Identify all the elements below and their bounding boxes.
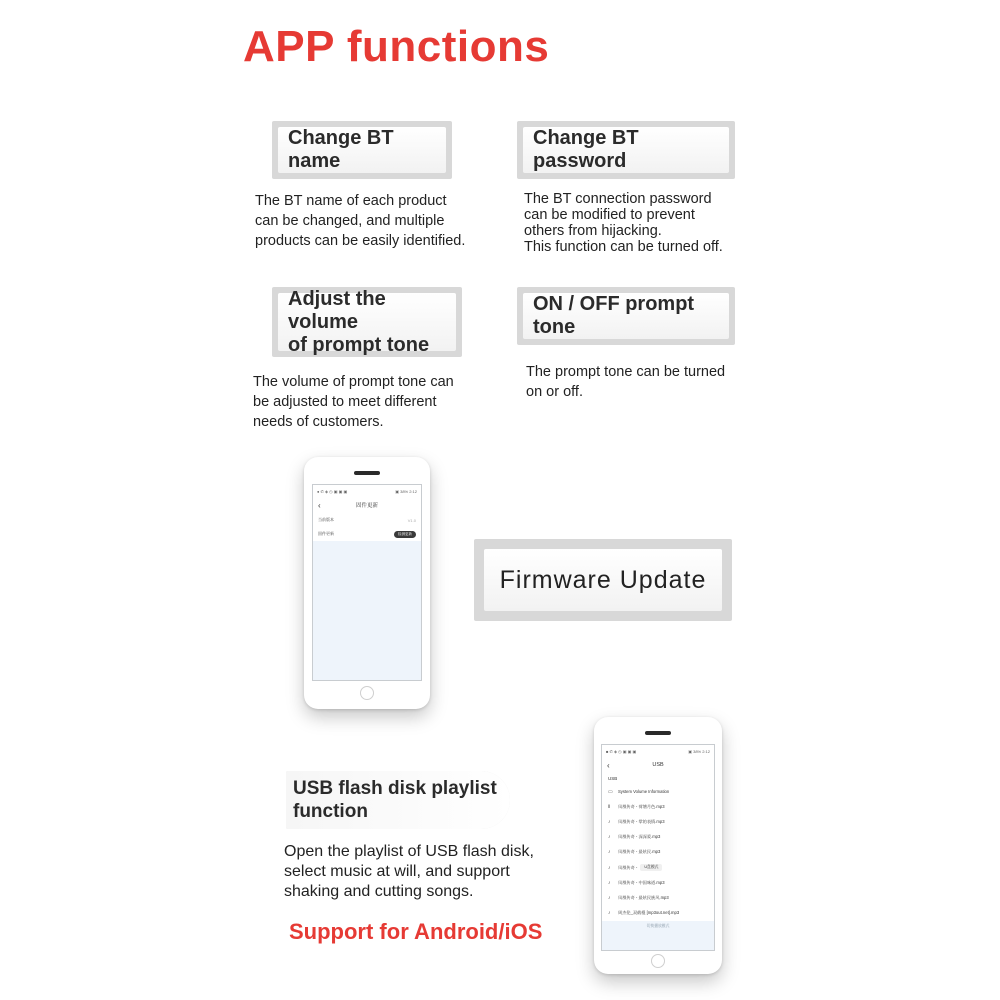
mode-tooltip: U盘模式 xyxy=(640,864,662,871)
usb-playlist-description: Open the playlist of USB flash disk, select music at will, and support shaking and cutting songs. xyxy=(284,843,534,900)
screen-title: 固件更新 xyxy=(355,503,378,509)
switch-play-mode-button[interactable]: 切换播放模式 xyxy=(646,923,670,928)
back-arrow-icon[interactable]: ‹ xyxy=(607,760,610,770)
page-title: APP functions xyxy=(243,22,550,71)
platform-support-note: Support for Android/iOS xyxy=(289,919,543,944)
nav-bar xyxy=(313,497,421,513)
list-item[interactable]: Ⅱ 凤凰传奇 - 荷塘月色.mp3 xyxy=(602,799,714,814)
list-item[interactable]: ▭ System Volume Information xyxy=(602,784,714,799)
list-item[interactable]: ♪ 凤凰传奇 - 中国味道.mp3 xyxy=(602,875,714,890)
current-version-row: 当前版本 V1.0 xyxy=(313,513,421,527)
firmware-update-badge xyxy=(474,539,732,621)
pause-icon: Ⅱ xyxy=(608,803,611,810)
nav-bar xyxy=(602,757,714,773)
status-bar: ● ✆ ◈ ◷ ▣ ▣ ▣ ▣ 38% 2:12 xyxy=(313,485,421,497)
music-note-icon: ♪ xyxy=(608,910,611,917)
usb-playlist-badge xyxy=(286,771,510,829)
back-arrow-icon[interactable]: ‹ xyxy=(318,500,321,510)
check-update-button[interactable]: 检测更新 xyxy=(394,531,416,538)
home-button-icon xyxy=(360,686,374,700)
firmware-update-row: 固件更新 检测更新 xyxy=(313,527,421,541)
list-item[interactable]: ♪ 凤凰传奇 - 最炫民.mp3 xyxy=(602,845,714,860)
badge-label: ON / OFF prompt tone xyxy=(533,293,695,338)
phone-speaker xyxy=(354,471,380,475)
music-note-icon: ♪ xyxy=(608,894,611,901)
list-item[interactable]: ♪ 周杰伦_双截棍 [mp3out.net].mp3 xyxy=(602,906,714,921)
firmware-phone-mockup xyxy=(304,457,430,709)
list-item[interactable]: ♪ 凤凰传奇 - 掌的表情.mp3 xyxy=(602,814,714,829)
change-bt-name-badge xyxy=(272,121,452,179)
firmware-phone-screen xyxy=(312,484,422,681)
adjust-volume-badge xyxy=(272,287,462,357)
badge-label: Change BT password xyxy=(533,127,639,172)
usb-phone-screen xyxy=(601,744,715,951)
music-note-icon: ♪ xyxy=(608,864,611,871)
badge-label-line-2: function xyxy=(293,801,368,822)
screen-title: USB xyxy=(652,762,664,768)
music-note-icon: ♪ xyxy=(608,818,611,825)
prompt-tone-toggle-badge xyxy=(517,287,735,345)
list-item[interactable]: ♪ 凤凰传奇 - 最炫民族风.mp3 xyxy=(602,890,714,905)
status-bar: ■ ✆ ◈ ◷ ▣ ▣ ▣ ▣ 38% 2:12 xyxy=(602,745,714,757)
adjust-volume-description: The volume of prompt tone can be adjusted to meet different needs of customers. xyxy=(253,374,454,430)
change-bt-password-badge xyxy=(517,121,735,179)
usb-section-label: USB xyxy=(602,773,714,784)
badge-label: Change BT name xyxy=(288,127,394,172)
music-note-icon: ♪ xyxy=(608,849,611,856)
list-item[interactable]: ♪ 凤凰传奇 - 深深爱.mp3 xyxy=(602,830,714,845)
folder-icon: ▭ xyxy=(608,788,613,795)
badge-label-line-2: of prompt tone xyxy=(288,333,430,356)
list-item[interactable]: ♪ 凤凰传奇 - U盘模式 xyxy=(602,860,714,875)
badge-label-line-1: Adjust the volume xyxy=(288,287,386,333)
home-button-icon xyxy=(651,954,665,968)
phone-speaker xyxy=(645,731,671,735)
prompt-tone-toggle-description: The prompt tone can be turned on or off. xyxy=(526,364,726,400)
badge-label: Firmware Update xyxy=(499,565,707,594)
music-note-icon: ♪ xyxy=(608,834,611,841)
usb-phone-mockup xyxy=(594,717,722,974)
change-bt-password-description: The BT connection password can be modified to prevent others from hijacking. This function can be turned off. xyxy=(524,191,723,255)
music-note-icon: ♪ xyxy=(608,879,611,886)
badge-label-line-1: USB flash disk playlist xyxy=(293,778,497,799)
change-bt-name-description: The BT name of each product can be changed, and multiple products can be easily identified. xyxy=(255,193,466,249)
